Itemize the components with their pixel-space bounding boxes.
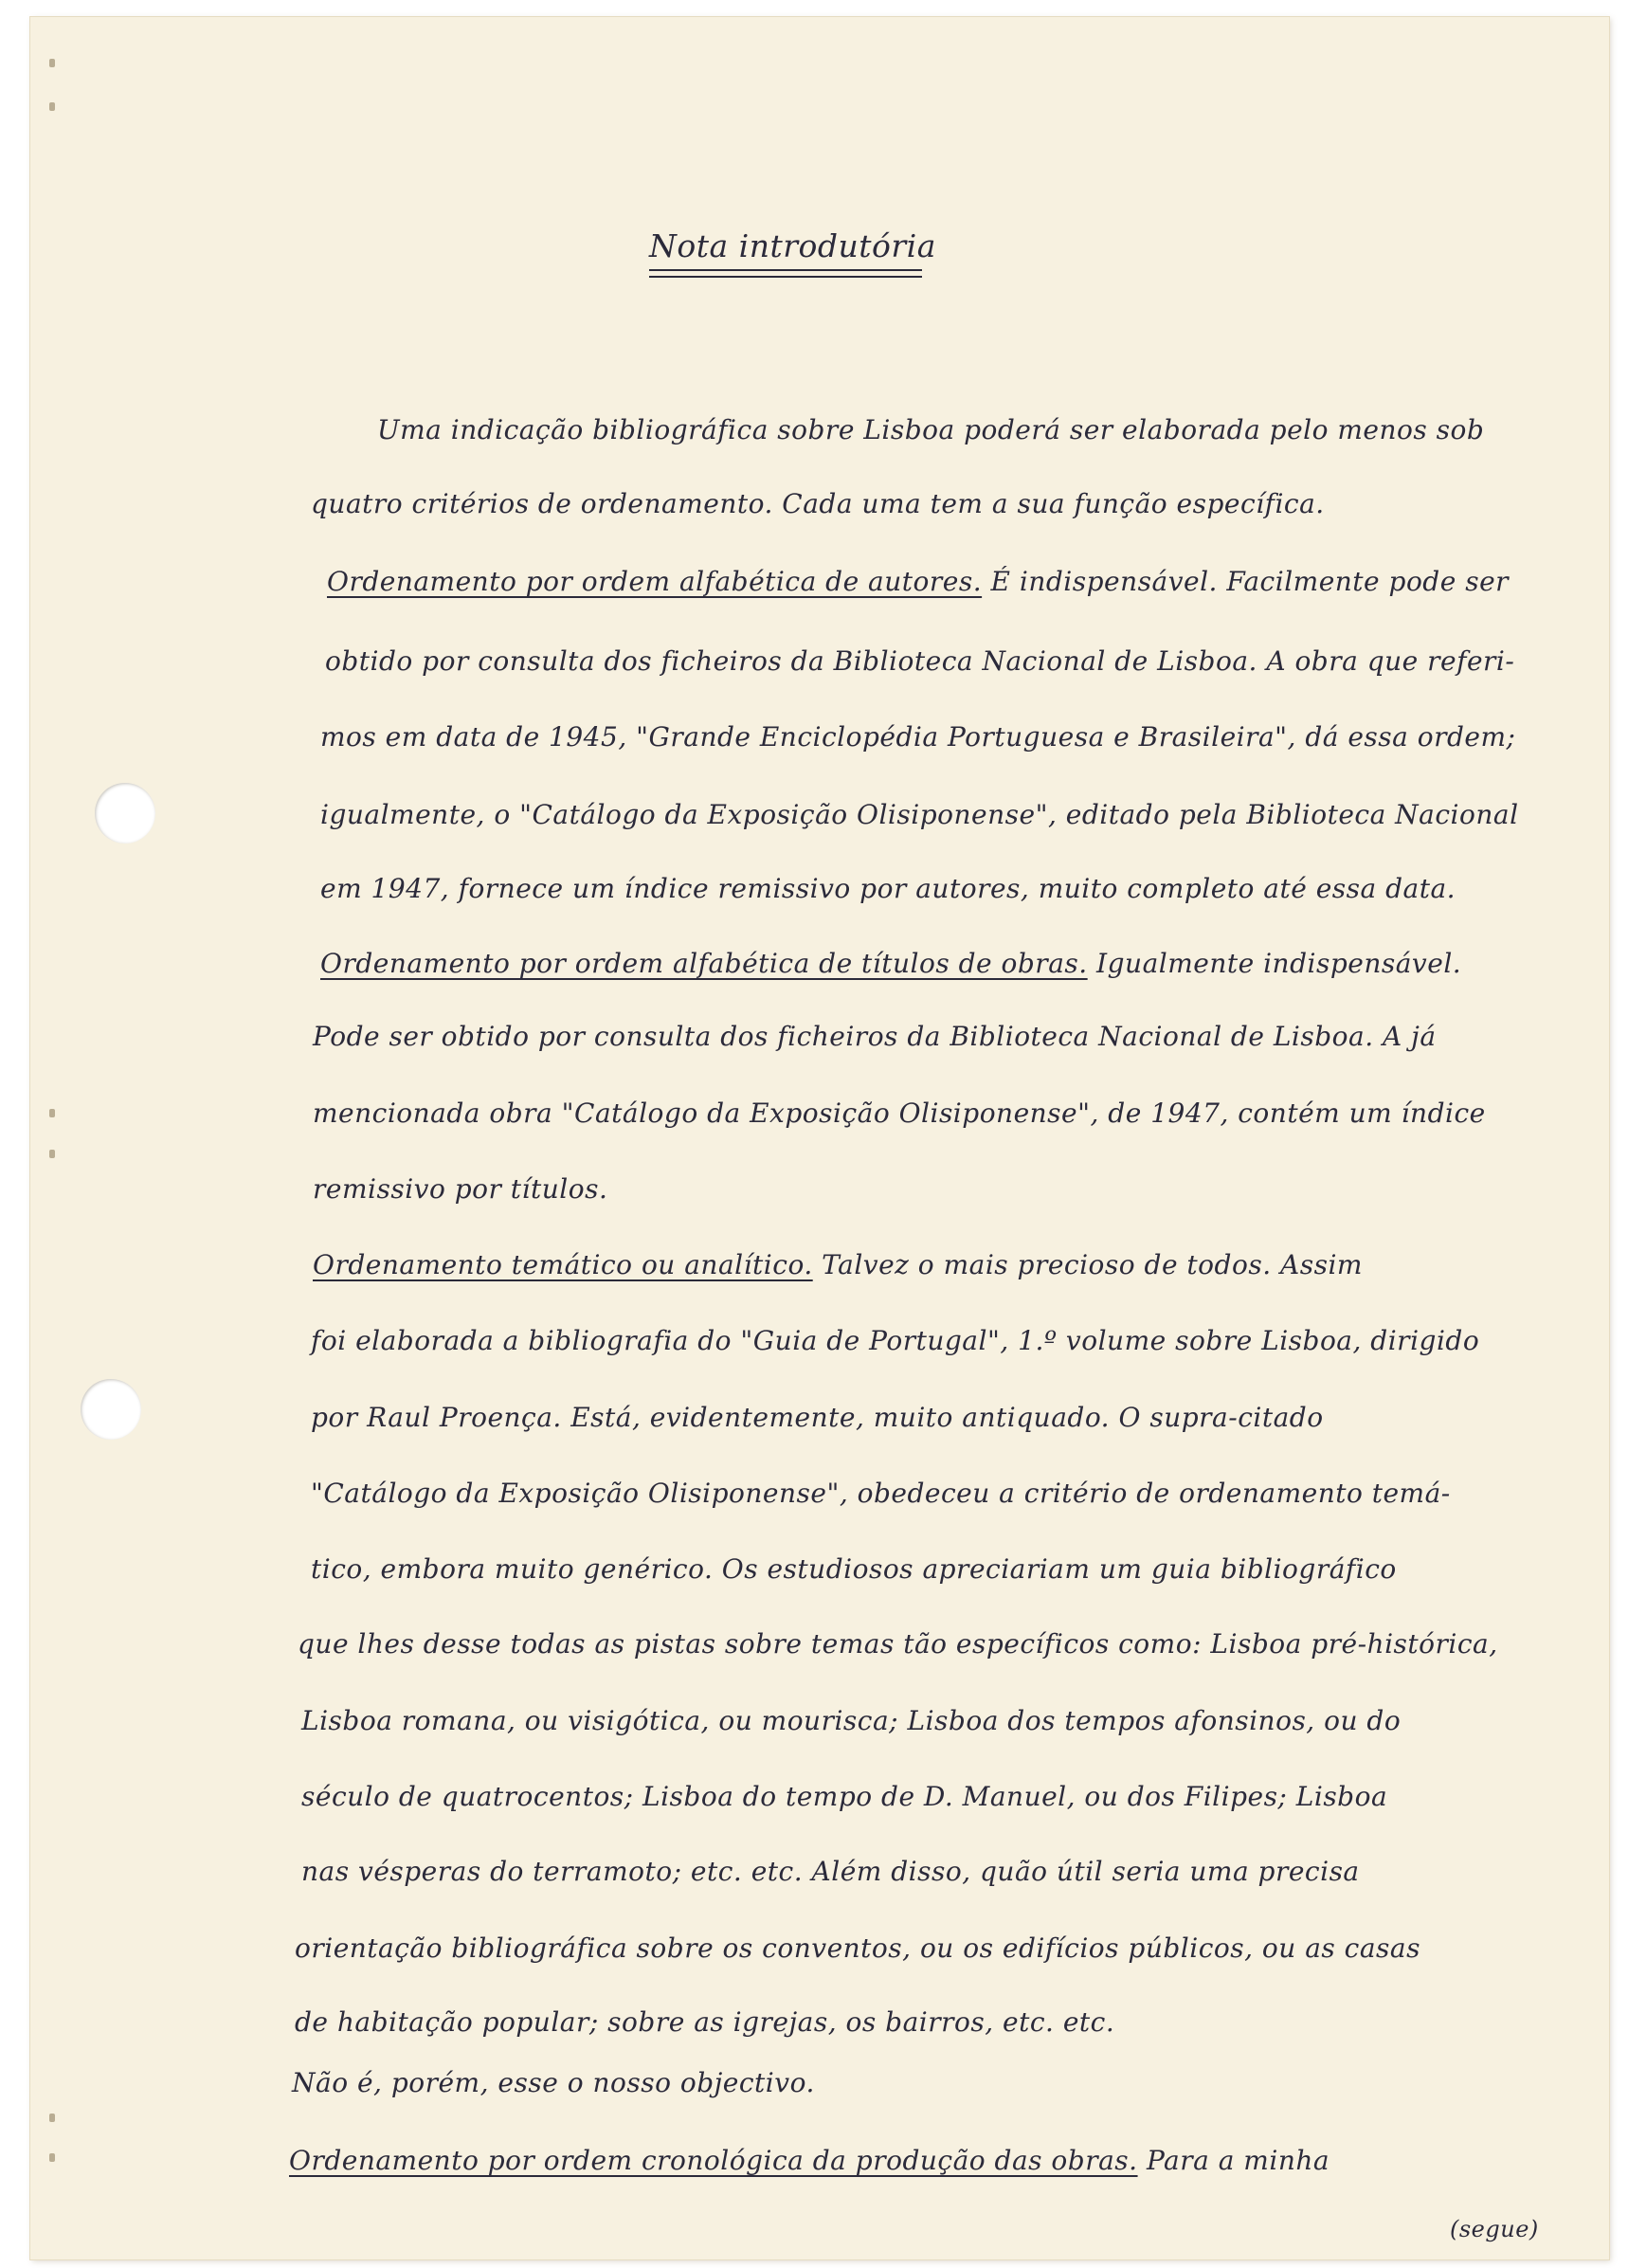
margin-mark [49,102,55,111]
text-line: "Catálogo da Exposição Olisiponense", obedeceu a critério de ordenamento temá- [311,1478,1451,1509]
text-line: Lisboa romana, ou visigótica, ou mourisca; Lisboa dos tempos afonsinos, ou do [301,1705,1402,1736]
text-line: em 1947, fornece um índice remissivo por autores, muito completo até essa data. [320,873,1456,904]
text-line: mos em data de 1945, "Grande Enciclopédia Portuguesa e Brasileira", dá essa ordem; [320,721,1516,753]
section-heading: Ordenamento temático ou analítico. [313,1249,813,1280]
margin-mark [49,2153,55,2162]
margin-mark [49,59,55,67]
text-line: tico, embora muito genérico. Os estudiosos apreciariam um guia bibliográfico [311,1553,1397,1585]
text-line: Pode ser obtido por consulta dos ficheiros da Biblioteca Nacional de Lisboa. A já [313,1021,1437,1052]
text-line: Ordenamento por ordem cronológica da produção das obras. Para a minha [289,2145,1330,2176]
punch-hole-top [95,783,155,844]
text-line: Uma indicação bibliográfica sobre Lisboa poderá ser elaborada pelo menos sob [377,414,1485,445]
section-heading: Ordenamento por ordem alfabética de autores. [327,566,983,597]
paper-sheet [30,17,1609,2259]
text-line: Ordenamento temático ou analítico. Talvez o mais precioso de todos. Assim [313,1249,1363,1280]
text-line: que lhes desse todas as pistas sobre temas tão específicos como: Lisboa pré-histórica, [298,1628,1498,1660]
title-underline [649,276,922,278]
section-heading: Ordenamento por ordem cronológica da produção das obras. [289,2145,1138,2176]
text-line: igualmente, o "Catálogo da Exposição Olisiponense", editado pela Biblioteca Nacional [320,799,1519,830]
text-line: obtido por consulta dos ficheiros da Biblioteca Nacional de Lisboa. A obra que referi- [325,645,1515,677]
text-line: século de quatrocentos; Lisboa do tempo de D. Manuel, ou dos Filipes; Lisboa [301,1781,1388,1812]
punch-hole-bottom [81,1379,141,1440]
text-line: Ordenamento por ordem alfabética de autores. É indispensável. Facilmente pode ser [327,566,1510,597]
text-line: Não é, porém, esse o nosso objectivo. [292,2067,815,2098]
text-line: remissivo por títulos. [313,1173,608,1205]
text-line: quatro critérios de ordenamento. Cada uma tem a sua função específica. [311,488,1325,519]
margin-mark [49,2114,55,2122]
text-line: de habitação popular; sobre as igrejas, os bairros, etc. etc. [295,2006,1115,2038]
section-heading: Ordenamento por ordem alfabética de títulos de obras. [320,948,1088,979]
page-title: Nota introdutória [649,227,936,264]
title-underline [649,269,922,271]
text-line: por Raul Proença. Está, evidentemente, muito antiquado. O supra-citado [311,1402,1324,1433]
text-line: orientação bibliográfica sobre os conventos, ou os edifícios públicos, ou as casas [295,1932,1420,1964]
margin-mark [49,1150,55,1158]
continuation-note: (segue) [1450,2216,1539,2242]
text-line: Ordenamento por ordem alfabética de títulos de obras. Igualmente indispensável. [320,948,1462,979]
text-line: nas vésperas do terramoto; etc. etc. Além disso, quão útil seria uma precisa [301,1856,1360,1887]
text-line: foi elaborada a bibliografia do "Guia de Portugal", 1.º volume sobre Lisboa, dirigido [311,1325,1480,1356]
margin-mark [49,1109,55,1117]
text-line: mencionada obra "Catálogo da Exposição Olisiponense", de 1947, contém um índice [313,1098,1486,1129]
